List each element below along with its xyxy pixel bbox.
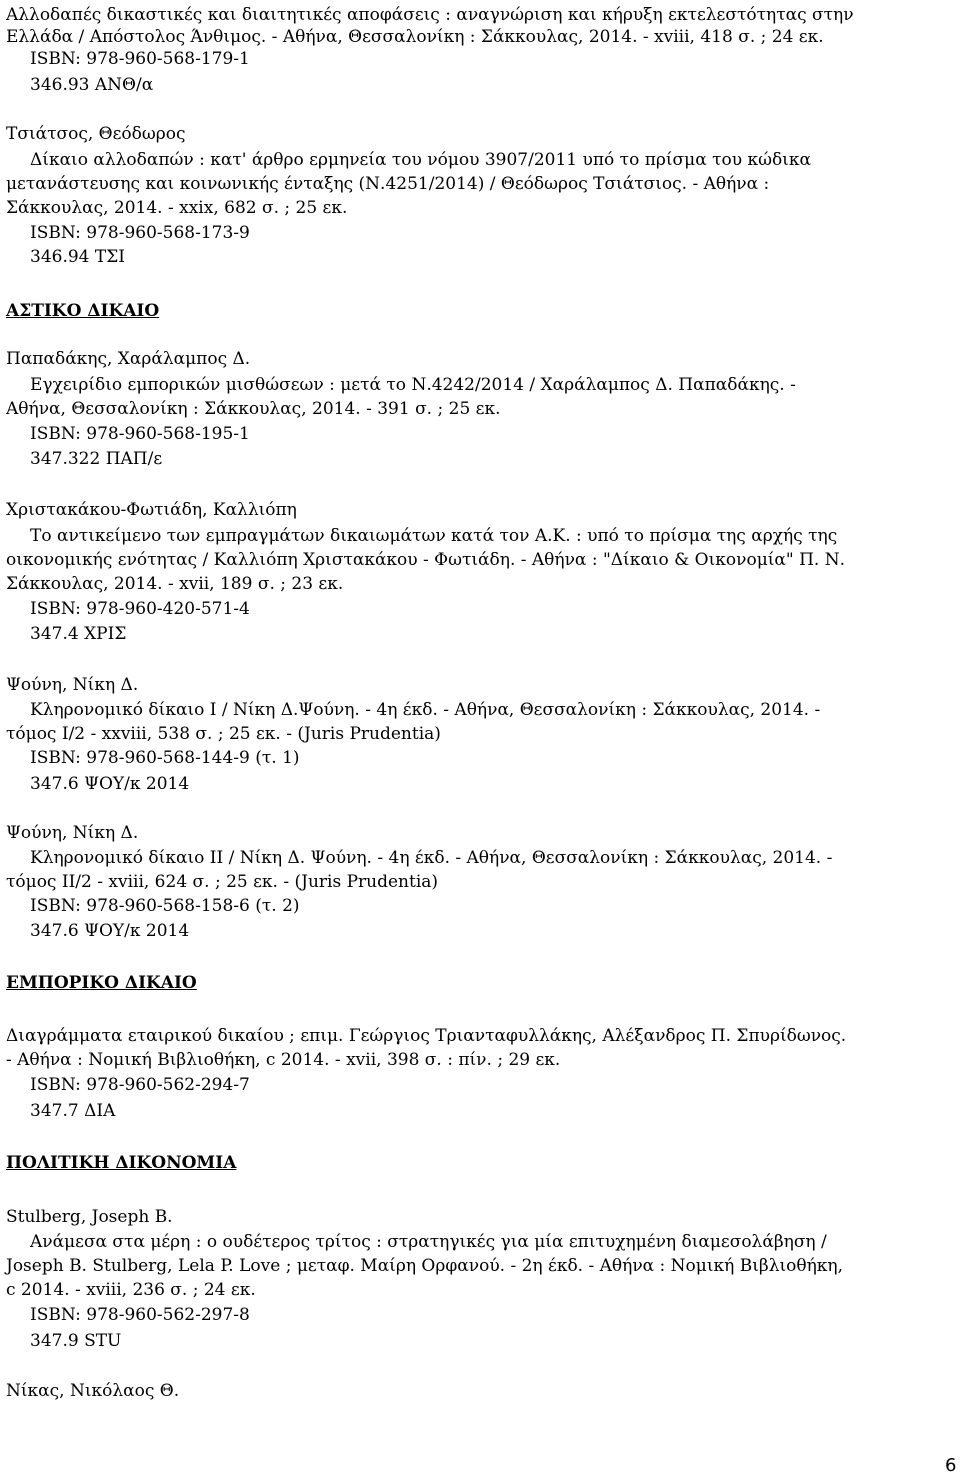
- section-heading-civil-procedure: ΠΟΛΙΤΙΚΗ ΔΙΚΟΝΟΜΙΑ: [6, 1153, 237, 1173]
- entry-isbn: ISBN: 978-960-420-571-4: [30, 599, 250, 619]
- entry-author: Νίκας, Νικόλαος Θ.: [6, 1381, 180, 1401]
- entry-call-number: 346.94 ΤΣΙ: [30, 247, 125, 267]
- entry-title-line: Ελλάδα / Απόστολος Άνθιμος. - Αθήνα, Θεσσαλονίκη : Σάκκουλας, 2014. - xviii, 418 σ. ; 24 εκ.: [6, 27, 824, 47]
- entry-author: Stulberg, Joseph B.: [6, 1207, 173, 1227]
- entry-title-line: μετανάστευσης και κοινωνικής ένταξης (Ν.4251/2014) / Θεόδωρος Τσιάτσιος. - Αθήνα :: [6, 174, 770, 194]
- section-heading-commercial-law: ΕΜΠΟΡΙΚΟ ΔΙΚΑΙΟ: [6, 973, 197, 993]
- entry-title-line: τόμος ΙΙ/2 - xviii, 624 σ. ; 25 εκ. - (Juris Prudentia): [6, 872, 439, 892]
- entry-title-line: Διαγράμματα εταιρικού δικαίου ; επιμ. Γεώργιος Τριανταφυλλάκης, Αλέξανδρος Π. Σπυρίδωνος.: [6, 1026, 847, 1046]
- entry-call-number: 347.4 ΧΡΙΣ: [30, 624, 127, 644]
- entry-call-number: 347.9 STU: [30, 1331, 122, 1351]
- section-heading-civil-law: ΑΣΤΙΚΟ ΔΙΚΑΙΟ: [6, 301, 160, 321]
- entry-isbn: ISBN: 978-960-568-195-1: [30, 424, 250, 444]
- entry-title-line: τόμος Ι/2 - xxviii, 538 σ. ; 25 εκ. - (Juris Prudentia): [6, 724, 441, 744]
- entry-author: Παπαδάκης, Χαράλαμπος Δ.: [6, 349, 251, 369]
- entry-isbn: ISBN: 978-960-568-173-9: [30, 223, 250, 243]
- entry-title-line: Σάκκουλας, 2014. - xvii, 189 σ. ; 23 εκ.: [6, 574, 344, 594]
- entry-author: Χριστακάκου-Φωτιάδη, Καλλιόπη: [6, 500, 297, 520]
- entry-call-number: 346.93 ΑΝΘ/α: [30, 75, 154, 95]
- entry-title-line: - Αθήνα : Νομική Βιβλιοθήκη, c 2014. - xvii, 398 σ. : πίν. ; 29 εκ.: [6, 1050, 561, 1070]
- entry-title-line: οικονομικής ενότητας / Καλλιόπη Χριστακάκου - Φωτιάδη. - Αθήνα : "Δίκαιο & Οικονομία" Π. Ν.: [6, 550, 846, 570]
- entry-title-line: Το αντικείμενο των εμπραγμάτων δικαιωμάτων κατά τον Α.Κ. : υπό το πρίσμα της αρχής της: [30, 526, 838, 546]
- entry-title-line: Αθήνα, Θεσσαλονίκη : Σάκκουλας, 2014. - 391 σ. ; 25 εκ.: [6, 399, 501, 419]
- entry-title-line: Κληρονομικό δίκαιο Ι / Νίκη Δ.Ψούνη. - 4η έκδ. - Αθήνα, Θεσσαλονίκη : Σάκκουλας, 2014. -: [30, 700, 821, 720]
- entry-author: Ψούνη, Νίκη Δ.: [6, 823, 139, 843]
- entry-call-number: 347.6 ΨΟΥ/κ 2014: [30, 921, 190, 941]
- entry-title-line: Εγχειρίδιο εμπορικών μισθώσεων : μετά το Ν.4242/2014 / Χαράλαμπος Δ. Παπαδάκης. -: [30, 375, 796, 395]
- entry-call-number: 347.7 ΔΙΑ: [30, 1101, 116, 1121]
- entry-title-line: Σάκκουλας, 2014. - xxix, 682 σ. ; 25 εκ.: [6, 198, 348, 218]
- entry-isbn: ISBN: 978-960-562-297-8: [30, 1305, 250, 1325]
- entry-title-line: Ανάμεσα στα μέρη : ο ουδέτερος τρίτος : στρατηγικές για μία επιτυχημένη διαμεσολάβηση /: [30, 1232, 827, 1252]
- entry-call-number: 347.322 ΠΑΠ/ε: [30, 449, 163, 469]
- entry-author: Τσιάτσος, Θεόδωρος: [6, 124, 186, 144]
- entry-title-line: c 2014. - xviii, 236 σ. ; 24 εκ.: [6, 1280, 256, 1300]
- entry-isbn: ISBN: 978-960-562-294-7: [30, 1075, 250, 1095]
- entry-title-line: Δίκαιο αλλοδαπών : κατ' άρθρο ερμηνεία του νόμου 3907/2011 υπό το πρίσμα του κώδικα: [30, 150, 811, 170]
- entry-title-line: Κληρονομικό δίκαιο ΙΙ / Νίκη Δ. Ψούνη. - 4η έκδ. - Αθήνα, Θεσσαλονίκη : Σάκκουλας, 2014. -: [30, 848, 833, 868]
- entry-isbn: ISBN: 978-960-568-144-9 (τ. 1): [30, 748, 300, 768]
- entry-author: Ψούνη, Νίκη Δ.: [6, 675, 139, 695]
- entry-call-number: 347.6 ΨΟΥ/κ 2014: [30, 774, 190, 794]
- entry-isbn: ISBN: 978-960-568-179-1: [30, 49, 250, 69]
- entry-title-line: Αλλοδαπές δικαστικές και διαιτητικές αποφάσεις : αναγνώριση και κήρυξη εκτελεστότητας στην: [6, 5, 854, 25]
- entry-isbn: ISBN: 978-960-568-158-6 (τ. 2): [30, 896, 300, 916]
- page-number: 6: [945, 1455, 957, 1476]
- entry-title-line: Joseph B. Stulberg, Lela P. Love ; μεταφ. Μαίρη Ορφανού. - 2η έκδ. - Αθήνα : Νομική Βιβλιοθήκη,: [6, 1256, 844, 1276]
